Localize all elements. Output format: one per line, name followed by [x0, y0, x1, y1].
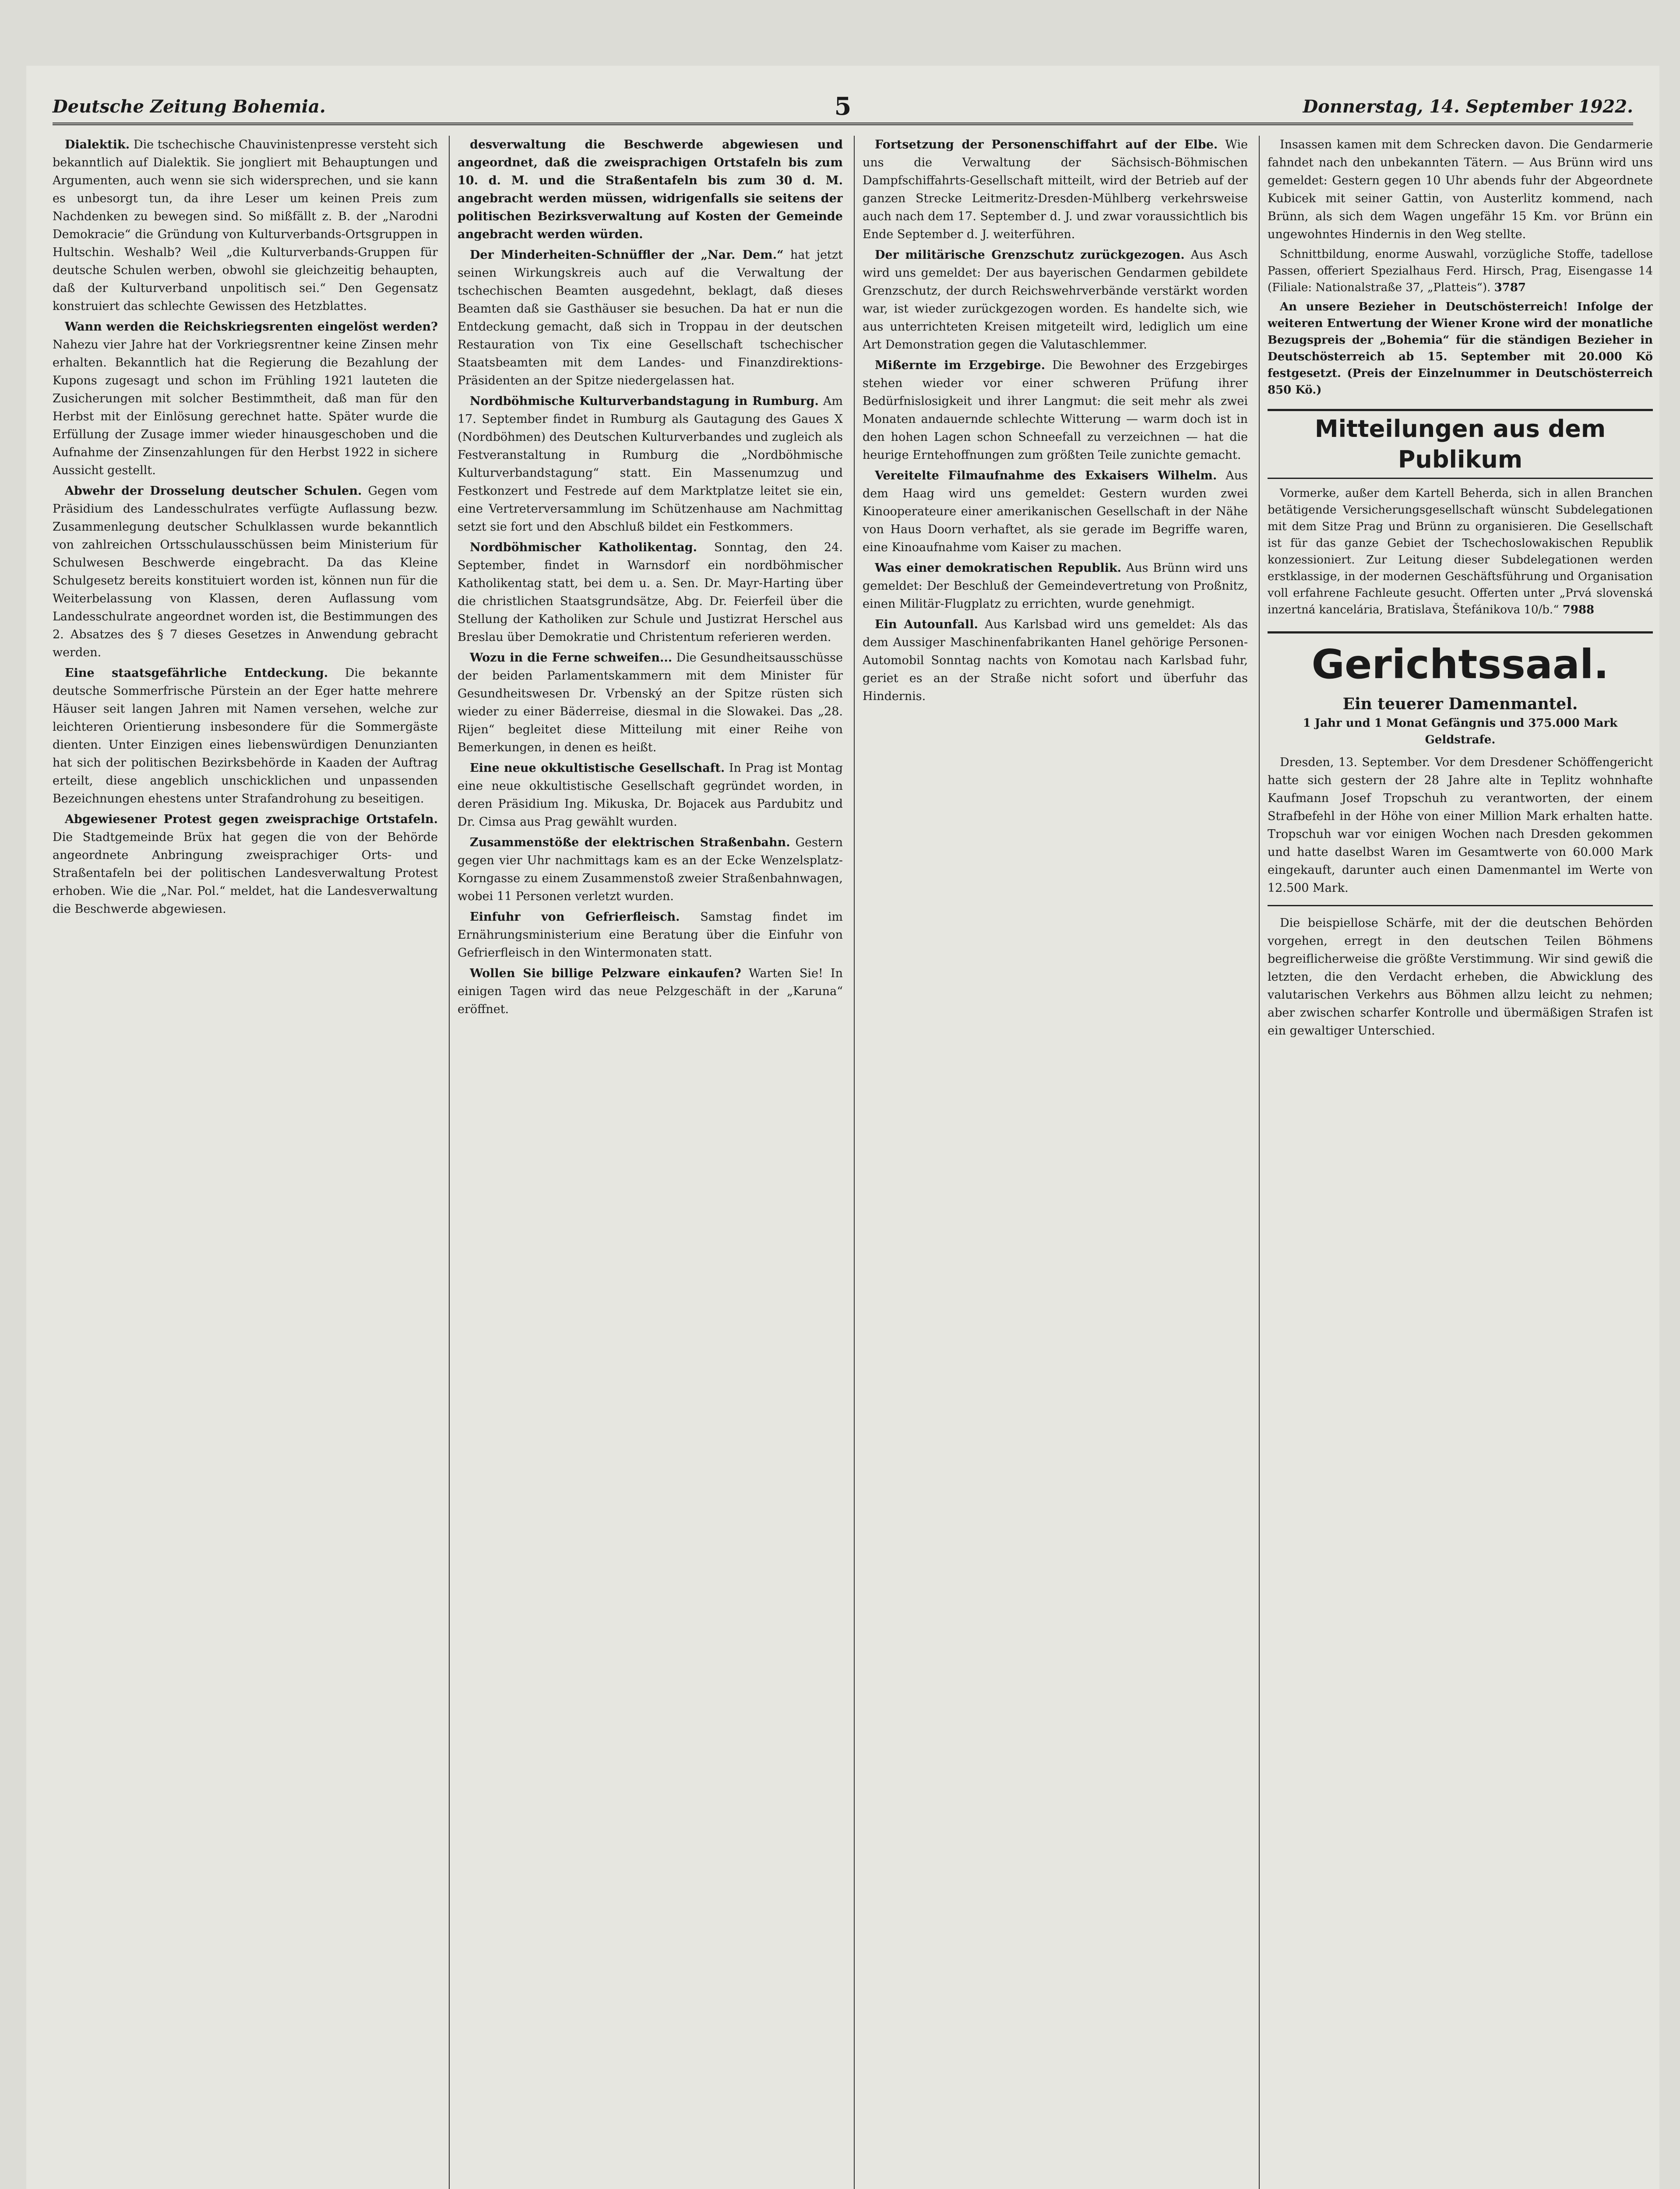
article: Nordböhmischer Katholikentag. Sonntag, den 24. September, findet in Warnsdorf ein nordböhmischer Katholikentag statt, bei dem u. a. Sen. Dr. Mayr-Harting über die christlichen Staatsgrundsätze, Abg. Dr. Feierfeil über die Stellung der Katholiken zur Schule und Justizrat Herschel aus Breslau über Demokratie und Christentum referieren werden.: [458, 541, 843, 644]
article: Abgewiesener Protest gegen zweisprachige Ortstafeln. Die Stadtgemeinde Brüx hat gegen die von der Behörde angeordnete Anbringung zweisprachiger Orts- und Straßentafeln bei der politischen Landesverwaltung Protest erhoben. Wie die „Nar. Pol.“ meldet, hat die Landesverwaltung die Beschwerde abgewiesen.: [53, 813, 438, 916]
article: Fortsetzung der Personenschiffahrt auf der Elbe. Wie uns die Verwaltung der Sächsisch-Böhmischen Dampfschiffahrts-Gesellschaft mitteilt, wird der Betrieb auf der ganzen Strecke Leitmeritz-Dresden-Mühlberg verkehrsweise auch nach dem 17. September d. J. und zwar voraussichtlich bis Ende September d. J. weiterführen.: [863, 138, 1248, 241]
article-headline: Ein teuerer Damenmantel.: [1342, 695, 1578, 713]
newspaper-page: [26, 66, 1659, 2189]
page-number: 5: [834, 92, 852, 121]
publikum-notice: Vormerke, außer dem Kartell Beherda, sich in allen Branchen betätigende Versicherungsgesellschaft wünscht Subdelegationen mit dem Sitze Prag und Brünn zu organisieren. Die Gesellschaft ist für das ganze Gebiet der Tschechoslowakischen Republik konzessioniert. Zur Leitung dieser Subdelegationen werden erstklassige, in der modernen Geschäftsführung und Organisation voll erfahrene Fachleute gesucht. Offerten unter „Prvá slovenská inzertná kancelária, Bratislava, Štefánikova 10/b.“ 7988: [1268, 487, 1653, 616]
article: Der militärische Grenzschutz zurückgezogen. Aus Asch wird uns gemeldet: Der aus bayerischen Gendarmen gebildete Grenzschutz, der durch Reichswehrverbände verstärkt worden war, ist wieder zurückgezogen worden. Es handelte sich, wie aus unterrichteten Kreisen mitgeteilt wird, lediglich um eine Art Demonstration gegen die Valutaschlemmer.: [863, 248, 1248, 352]
advertisement: Schnittbildung, enorme Auswahl, vorzügliche Stoffe, tadellose Passen, offeriert Spezialhaus Ferd. Hirsch, Prag, Eisengasse 14 (Filiale: Nationalstraße 37, „Platteis“). 3787: [1268, 248, 1653, 294]
article: Abwehr der Drosselung deutscher Schulen. Gegen vom Präsidium des Landesschulrates verfügte Auflassung bezw. Zusammenlegung deutscher Schulklassen wurde bekanntlich von zahlreichen Ortsschulausschüssen beim Ministerium für Schulwesen Beschwerde eingebracht. Da das Kleine Schulgesetz bereits konstituiert worden ist, können nun für die Weiterbelassung von Klassen, deren Auflassung vom Landesschulrate angeordnet worden ist, die Bestimmungen des 2. Absatzes des § 7 dieses Gesetzes in Anwendung gebracht werden.: [53, 484, 438, 659]
article: Ein Autounfall. Aus Karlsbad wird uns gemeldet: Als das dem Aussiger Maschinenfabrikanten Hanel gehörige Personen-Automobil Sonntag nachts von Komotau nach Karlsbad fuhr, geriet es an der Straße nicht sofort und überfuhr das Hindernis.: [863, 618, 1248, 703]
article: Wozu in die Ferne schweifen... Die Gesundheitsausschüsse der beiden Parlamentskammern mit dem Minister für Gesundheitswesen Dr. Vrbenský an der Spitze rüsten sich wieder zu einer Bäderreise, diesmal in die Slowakei. Das „28. Rijen“ begleitet diese Mitteilung mit einer Reihe von Bemerkungen, in denen es heißt.: [458, 651, 843, 754]
issue-date: Donnerstag, 14. September 1922.: [1303, 96, 1633, 117]
column-rule: [449, 136, 450, 2189]
subscriber-notice: An unsere Bezieher in Deutschösterreich! Infolge der weiteren Entwertung der Wiener Krone wird der monatliche Bezugspreis der „Bohemia“ für die ständigen Bezieher in Deutschösterreich ab 15. September mit 20.000 Kö festgesetzt. (Preis der Einzelnummer in Deutschösterreich 850 Kö.): [1268, 300, 1653, 397]
column-1: [53, 136, 438, 2189]
article: Eine neue okkultistische Gesellschaft. In Prag ist Montag eine neue okkultistische Gesellschaft gegründet worden, in deren Präsidium Ing. Mikuska, Dr. Bojacek aus Pardubitz und Dr. Cimsa aus Prag gewählt wurden.: [458, 761, 843, 829]
article-paragraph: Die beispiellose Schärfe, mit der die deutschen Behörden vorgehen, erregt in den deutschen Teilen Böhmens begreiflicherweise die größte Verstimmung. Wir sind gewiß die letzten, die den Verdacht erheben, die Abwicklung des valutarischen Verkehrs aus Böhmen allzu leicht zu nehmen; aber zwischen scharfer Kontrolle und übermäßigen Strafen ist ein gewaltiger Unterschied.: [1268, 916, 1653, 1038]
article: Insassen kamen mit dem Schrecken davon. Die Gendarmerie fahndet nach den unbekannten Tätern. — Aus Brünn wird uns gemeldet: Gestern gegen 10 Uhr abends fuhr der Abgeordnete Kubicek mit seiner Gattin, von Austerlitz kommend, nach Brünn, als sich dem Wagen ungefähr 15 Km. vor Brünn ein ungewohntes Hindernis in den Weg stellte.: [1268, 138, 1653, 241]
paper-name: Deutsche Zeitung Bohemia.: [53, 96, 326, 117]
article: Eine staatsgefährliche Entdeckung. Die bekannte deutsche Sommerfrische Pürstein an der Eger hatte mehrere Häuser seit langen Jahren mit Namen versehen, welche zur leichteren Orientierung insbesondere für die Sommergäste dienten. Unter Einzigen eines liebenswürdigen Denunzianten hat sich der politischen Bezirksbehörde in Kaaden der Auftrag erteilt, diese angeblich unschicklichen und unpassenden Bezeichnungen ehestens unter Strafandrohung zu beseitigen.: [53, 666, 438, 806]
column-3: [863, 136, 1248, 2189]
article: Wollen Sie billige Pelzware einkaufen? Warten Sie! In einigen Tagen wird das neue Pelzgeschäft in der „Karuna“ eröffnet.: [458, 967, 843, 1016]
article: Der Minderheiten-Schnüffler der „Nar. Dem.“ hat jetzt seinen Wirkungskreis auch auf die Verwaltung der tschechischen Beamten ausgedehnt, beklagt, daß dieses Beamten daß sie Gasthäuser sie besuchen. Da hat er nun die Entdeckung gemacht, daß sich in Troppau in der deutschen Restauration von Tix eine Gesellschaft tschechischer Staatsbeamten mit dem Landes- und Finanzdirektions-Präsidenten an der Spitze niedergelassen hat.: [458, 248, 843, 387]
column-rule: [1259, 136, 1260, 2189]
article-subheadline: 1 Jahr und 1 Monat Gefängnis und 375.000 Mark Geldstrafe.: [1303, 717, 1618, 746]
article: Zusammenstöße der elektrischen Straßenbahn. Gestern gegen vier Uhr nachmittags kam es an der Ecke Wenzelsplatz-Korngasse zu einem Zusammenstoß zweier Straßenbahnwagen, wobei 11 Personen verletzt wurden.: [458, 836, 843, 903]
article: Nordböhmische Kulturverbandstagung in Rumburg. Am 17. September findet in Rumburg als Gautagung des Gaues X (Nordböhmen) des Deutschen Kulturverbandes und zugleich als Festveranstaltung in Rumburg die „Nordböhmische Kulturverbandstagung“ statt. Ein Massenumzug und Festkonzert und Festrede auf dem Marktplatze leitet sie ein, eine Vertreterversammlung im Schützenhause am Nachmittag setzt sie fort und den Abschluß bildet ein Festkommers.: [458, 394, 843, 534]
article: Wann werden die Reichskriegsrenten eingelöst werden? Nahezu vier Jahre hat der Vorkriegsrentner keine Zinsen mehr erhalten. Bekanntlich hat die Regierung die Bezahlung der Kupons zugesagt und schon im Frühling 1921 lauteten die Zusicherungen mit solcher Bestimmtheit, daß man für den Herbst mit der Einlösung gerechnet hatte. Später wurde die Erfüllung der Zusage immer wieder hinausgeschoben und die Aufnahme der Zinsenzahlungen für den Herbst 1922 in sichere Aussicht gestellt.: [53, 320, 438, 477]
article: Vereitelte Filmaufnahme des Exkaisers Wilhelm. Aus dem Haag wird uns gemeldet: Gestern wurden zwei Kinooperateure einer amerikanischen Gesellschaft in der Nähe von Haus Doorn verhaftet, als sie gerade im Begriffe waren, eine Kinoaufnahme vom Kaiser zu machen.: [863, 469, 1248, 554]
article: desverwaltung die Beschwerde abgewiesen und angeordnet, daß die zweisprachigen Ortstafeln bis zum 10. d. M. und die Straßentafeln bis zum 30 d. M. angebracht werden müssen, widrigenfalls sie seitens der politischen Bezirksverwaltung auf Kosten der Gemeinde angebracht werden würden.: [458, 138, 843, 241]
article-paragraph: Dresden, 13. September. Vor dem Dresdener Schöffengericht hatte sich gestern der 28 Jahre alte in Teplitz wohnhafte Kaufmann Josef Tropschuh zu verantworten, der einem Strafbefehl in der Höhe von einer Million Mark erhalten hatte. Tropschuh war vor einigen Wochen nach Dresden gekommen und hatte daselbst Waren im Gesamtwerte von 60.000 Mark eingekauft, darunter auch einen Damenmantel im Werte von 12.500 Mark.: [1268, 756, 1653, 895]
section-title-gerichtssaal: Gerichtssaal.: [1268, 631, 1653, 689]
column-rule: [854, 136, 855, 2189]
article: Dialektik. Die tschechische Chauvinistenpresse versteht sich bekanntlich auf Dialektik. Sie jongliert mit Behauptungen und Argumenten, auch wenn sie sich widersprechen, und sie kann es unbesorgt tun, da ihre Leser um keinen Preis zum Nachdenken zu bewegen sind. So mißfällt z. B. der „Narodni Demokracie“ die Gründung von Kulturverbands-Ortsgruppen in Hultschin. Weshalb? Weil „die Kulturverbands-Gruppen für deutsche Schulen werben, obwohl sie gleichzeitig behaupten, daß der Kulturverband unpolitisch sei.“ Den Gegensatz konstruiert das schlechte Gewissen des Hetzblattes.: [53, 138, 438, 313]
article: Einfuhr von Gefrierfleisch. Samstag findet im Ernährungsministerium eine Beratung über die Einfuhr von Gefrierfleisch in den Wintermonaten statt.: [458, 910, 843, 960]
divider: [1268, 905, 1653, 906]
section-title-publikum: Mitteilungen aus dem Publikum: [1268, 409, 1653, 479]
column-4: [1268, 136, 1653, 2189]
article: Was einer demokratischen Republik. Aus Brünn wird uns gemeldet: Der Beschluß der Gemeindevertretung von Proßnitz, einen Militär-Flugplatz zu errichten, wurde genehmigt.: [863, 561, 1248, 611]
column-2: [458, 136, 843, 2189]
page-header: [53, 92, 1633, 125]
article: Mißernte im Erzgebirge. Die Bewohner des Erzgebirges stehen wieder vor einer schweren Prüfung ihrer Bedürfnislosigkeit und ihrer Langmut: die seit mehr als zwei Monaten andauernde schlechte Witterung — warm doch ist in den hohen Lagen schon Schneefall zu verzeichnen — hat die heurige Erntehoffnungen zum größten Teile zunichte gemacht.: [863, 359, 1248, 462]
